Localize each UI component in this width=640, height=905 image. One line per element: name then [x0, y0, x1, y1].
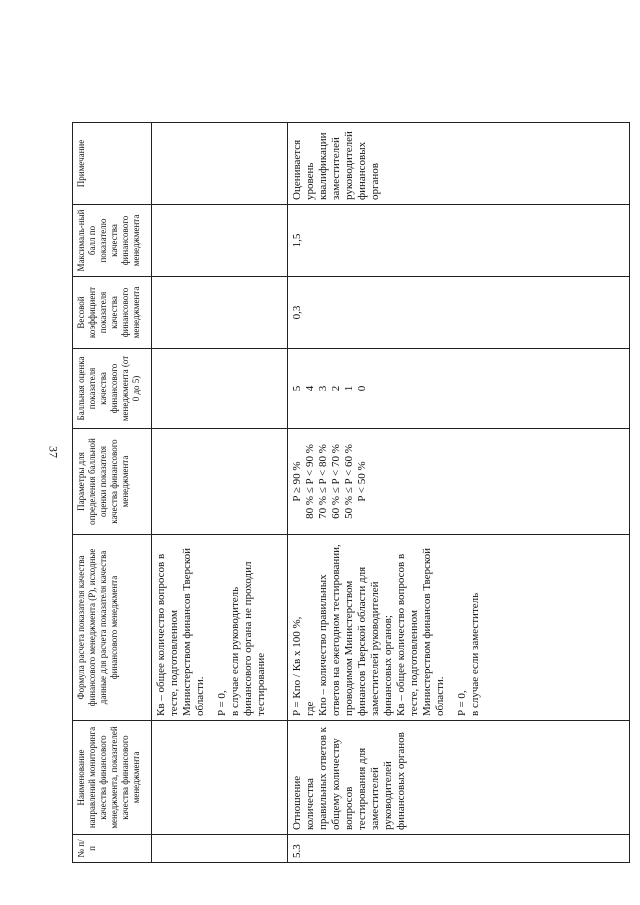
max-score-cell: 1,5 — [288, 205, 630, 277]
rotated-table-container — [72, 123, 630, 863]
header-weight: Весовой коэффициент показателя качества финансового менеджмента — [73, 277, 152, 349]
formula-cell: Кв – общее количество вопросов в тесте, подготовленном Министерством финансов Тверской области. P = 0, в случае если руководитель финансового органа не проходил тестирование — [152, 535, 288, 721]
header-direction: Наименование направлений мониторинга качества финансового менеджмента, показателей качества финансового менеджмента — [73, 721, 152, 835]
header-note: Примечание — [73, 123, 152, 205]
direction-cell: Отношение количества правильных ответов к общему количеству вопросов тестирования для заместителей руководителей финансовых органов — [288, 721, 630, 835]
table-row-continuation — [152, 123, 288, 863]
row-number: 5.3 — [288, 835, 630, 863]
page-number: 37 — [46, 446, 61, 458]
header-num: № п/п — [73, 835, 152, 863]
note-cell: Оценивается уровень квалификации заместителей руководителей финансовых органов — [288, 123, 630, 205]
formula-cell: P = Кпо / Кв x 100 %, где Кпо – количество правильных ответов на ежегодном тестировании, проводимом Министерством финансов Тверской области для заместителей руководителей финансовых органов; Кв – общее количество вопросов в тесте, подготовленном Министерством финансов Тверской области. P = 0, в случае если заместитель — [288, 535, 630, 721]
weight-cell: 0,3 — [288, 277, 630, 349]
header-formula: Формула расчета показателя качества финансового менеджмента (P), исходные данные для расчета показателя качества финансового менеджмента — [73, 535, 152, 721]
header-params: Параметры для определения балльной оценки показателя качества финансового менеджмента — [73, 429, 152, 535]
header-score: Балльная оценка показателя качества финансового менеджмента (от 0 до 5) — [73, 349, 152, 429]
table-row-5-3 — [288, 123, 630, 863]
header-row — [73, 123, 152, 863]
params-cell: P ≥ 90 % 80 % ≤ P < 90 % 70 % ≤ P < 80 % 60 % ≤ P < 70 % 50 % ≤ P < 60 % P < 50 % — [288, 429, 630, 535]
quality-indicators-table — [72, 122, 630, 863]
header-max: Максималь-ный балл по показателю качества финансового менеджмента — [73, 205, 152, 277]
score-cell: 5 4 3 2 1 0 — [288, 349, 630, 429]
